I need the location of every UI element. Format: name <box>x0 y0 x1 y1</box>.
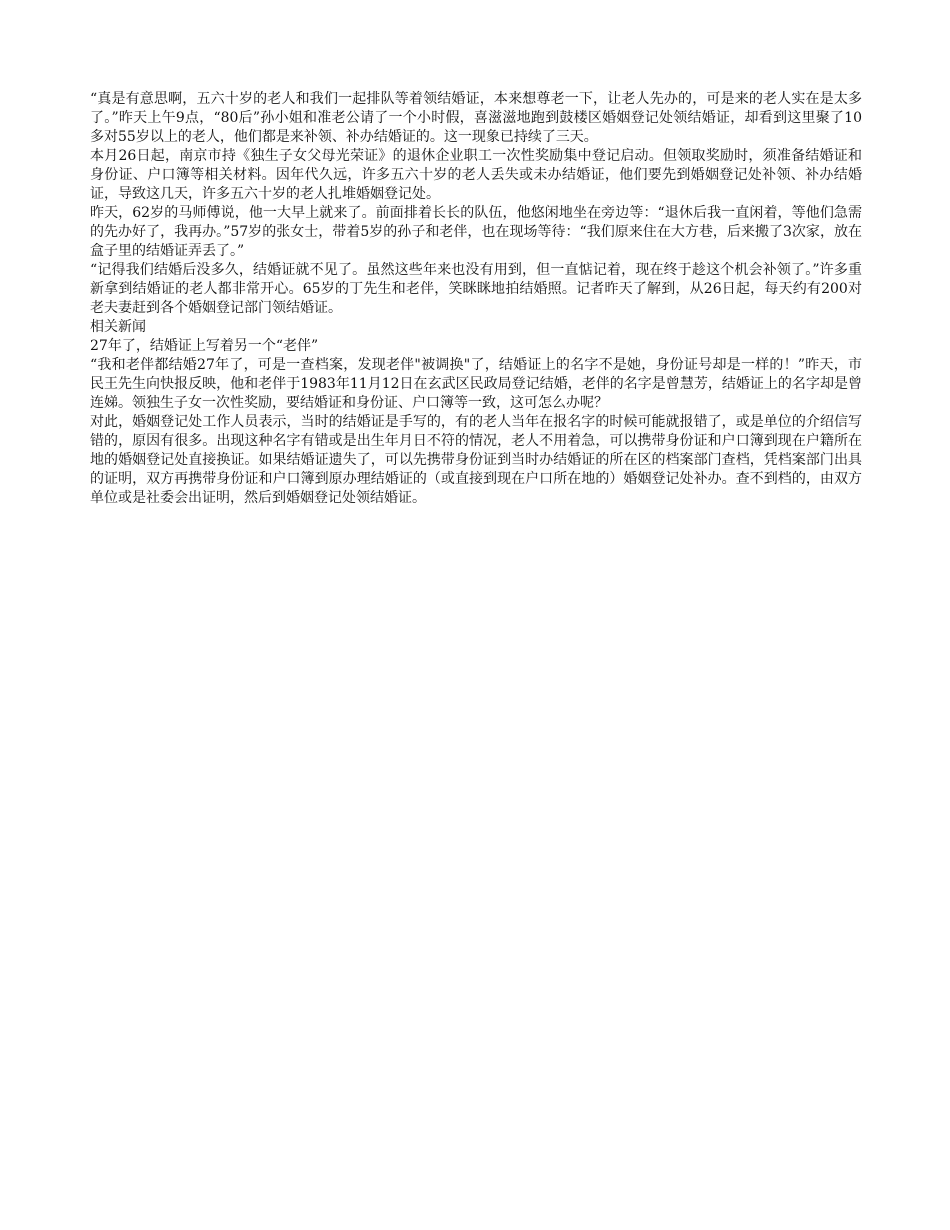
article-paragraph-3: 昨天，62岁的马师傅说，他一大早上就来了。前面排着长长的队伍，他悠闲地坐在旁边等：“退休后我一直闲着，等他们急需的先办好了，我再办。”57岁的张女士，带着5岁的孙子和老伴，也在现场等待：“我们原来住在大方巷，后来搬了3次家，放在盒子里的结婚证弄丢了。” <box>90 205 862 259</box>
related-paragraph-1: “我和老伴都结婚27年了，可是一查档案，发现老伴"被调换"了，结婚证上的名字不是她，身份证号却是一样的！”昨天，市民王先生向快报反映，他和老伴于1983年11月12日在玄武区民政局登记结婚，老伴的名字是曾慧芳，结婚证上的名字却是曾连娣。领独生子女一次性奖励，要结婚证和身份证、户口簿等一致，这可怎么办呢？ <box>90 357 862 411</box>
article-paragraph-2: 本月26日起，南京市持《独生子女父母光荣证》的退休企业职工一次性奖励集中登记启动。但领取奖励时，须准备结婚证和身份证、户口簿等相关材料。因年代久远，许多五六十岁的老人丢失或未办结婚证，他们要先到婚姻登记处补领、补办结婚证，导致这几天，许多五六十岁的老人扎堆婚姻登记处。 <box>90 148 862 202</box>
related-news-label: 相关新闻 <box>90 319 146 335</box>
related-paragraph-2: 对此，婚姻登记处工作人员表示，当时的结婚证是手写的，有的老人当年在报名字的时候可能就报错了，或是单位的介绍信写错的，原因有很多。出现这种名字有错或是出生年月日不符的情况，老人不用着急，可以携带身份证和户口簿到现在户籍所在地的婚姻登记处直接换证。如果结婚证遗失了，可以先携带身份证到当时办结婚证的所在区的档案部门查档，凭档案部门出具的证明，双方再携带身份证和户口簿到原办理结婚证的（或直接到现在户口所在地的）婚姻登记处补办。查不到档的，由双方单位或是社委会出证明，然后到婚姻登记处领结婚证。 <box>90 414 862 506</box>
article-body <box>90 90 862 508</box>
article-paragraph-4: “记得我们结婚后没多久，结婚证就不见了。虽然这些年来也没有用到，但一直惦记着，现在终于趁这个机会补领了。”许多重新拿到结婚证的老人都非常开心。65岁的丁先生和老伴，笑眯眯地拍结婚照。记者昨天了解到，从26日起，每天约有200对老夫妻赶到各个婚姻登记部门领结婚证。 <box>90 262 862 316</box>
article-paragraph-1: “真是有意思啊，五六十岁的老人和我们一起排队等着领结婚证，本来想尊老一下，让老人先办的，可是来的老人实在是太多了。”昨天上午9点，“80后”孙小姐和准老公请了一个小时假，喜滋滋地跑到鼓楼区婚姻登记处领结婚证，却看到这里聚了10多对55岁以上的老人，他们都是来补领、补办结婚证的。这一现象已持续了三天。 <box>90 91 862 145</box>
related-news-title: 27年了，结婚证上写着另一个“老伴” <box>90 338 319 354</box>
